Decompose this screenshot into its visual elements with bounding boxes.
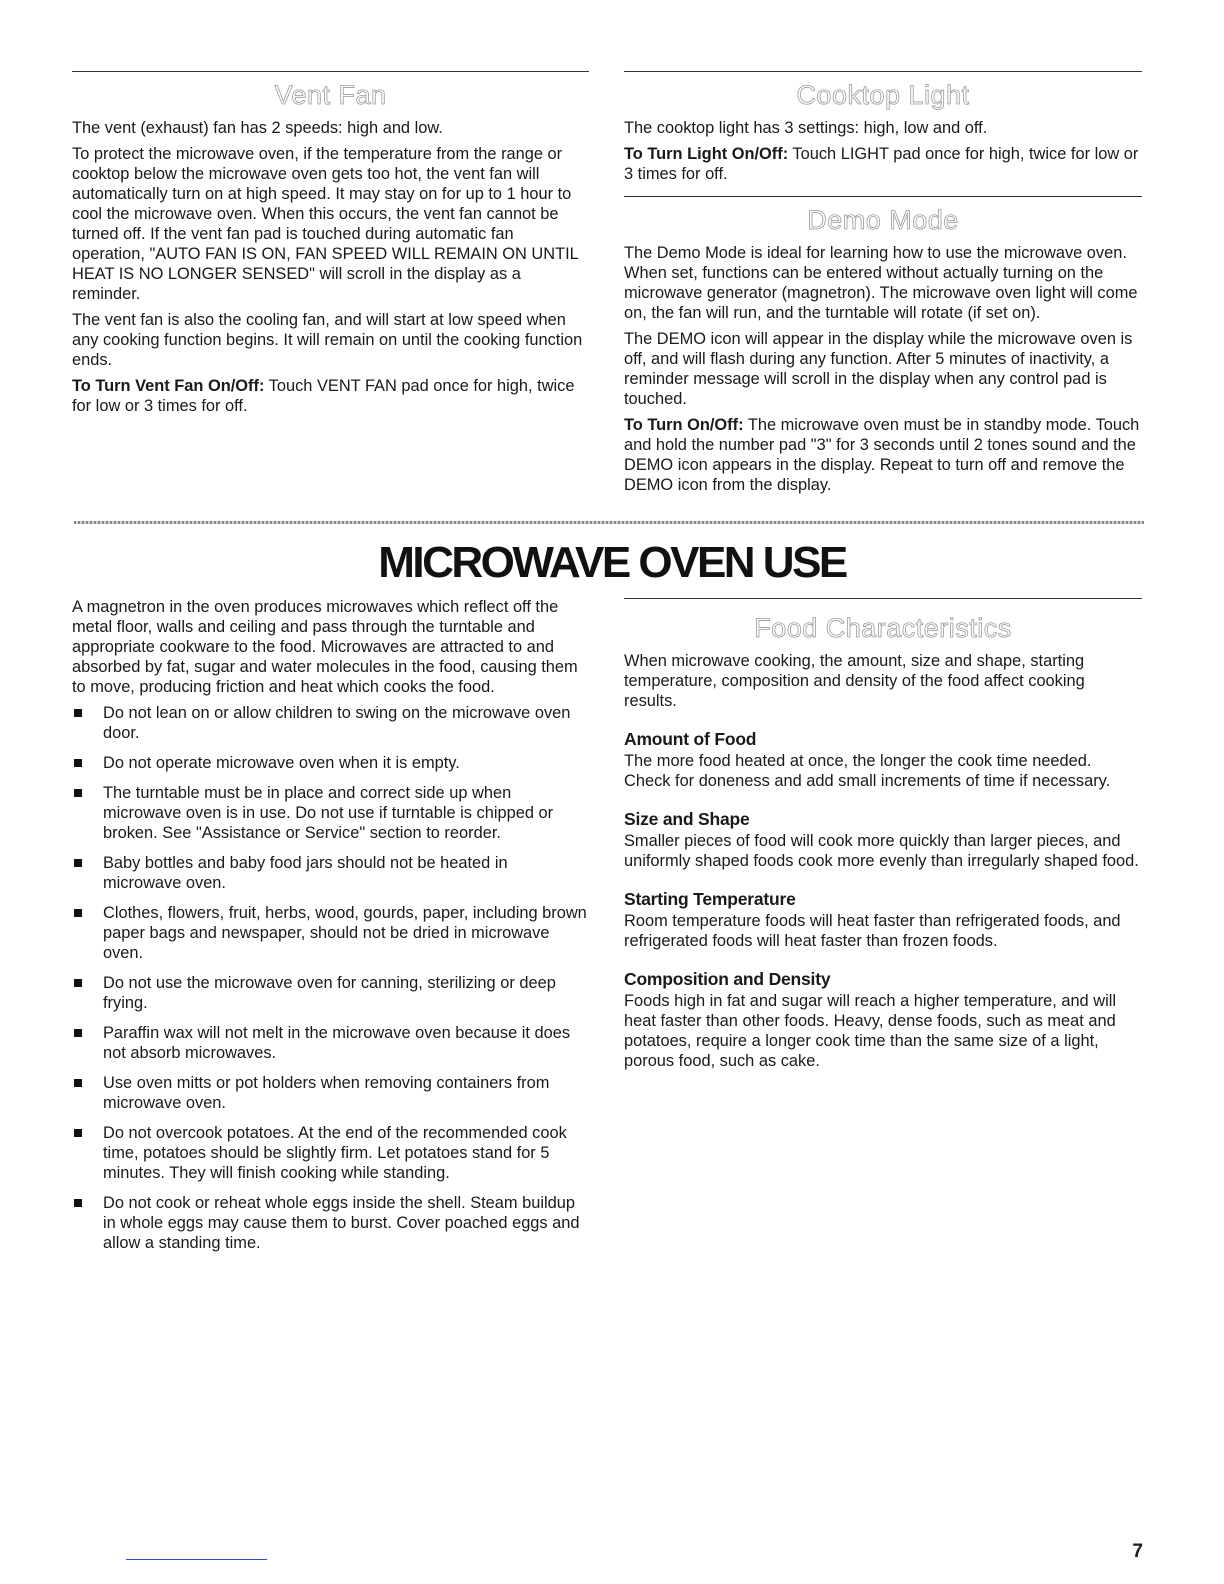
- bullet-item: Clothes, flowers, fruit, herbs, wood, gourds, paper, including brown paper bags and newspaper, should not be dried in microwave oven.: [72, 903, 589, 963]
- bullet-item: Do not use the microwave oven for canning, sterilizing or deep frying.: [72, 973, 589, 1013]
- demo-mode-section: [624, 196, 1142, 501]
- bullet-item: Do not operate microwave oven when it is empty.: [72, 753, 589, 773]
- food-characteristics-title: Food Characteristics: [754, 613, 1012, 643]
- intro-paragraph: A magnetron in the oven produces microwaves which reflect off the metal floor, walls and ceiling and pass through the turntable and appropriate cookware to the food. Microwaves are attracted to and absorbed by fat, sugar and water molecules in the food, causing them to move, producing friction and heat which cooks the food.: [72, 598, 578, 696]
- section-rule: [72, 71, 589, 72]
- demo-mode-instruction: [624, 415, 1142, 495]
- square-bullet-icon: [74, 1029, 82, 1037]
- bullet-item: Baby bottles and baby food jars should not be heated in microwave oven.: [72, 853, 589, 893]
- square-bullet-icon: [74, 1199, 82, 1207]
- vent-fan-paragraph: To protect the microwave oven, if the temperature from the range or cooktop below the microwave oven gets too hot, the vent fan will automatically turn on at high speed. It may stay on for up to 1 hour to cool the microwave oven. When this occurs, the vent fan cannot be turned off. If the vent fan pad is touched during automatic fan operation, "AUTO FAN IS ON, FAN SPEED WILL REMAIN ON UNTIL HEAT IS NO LONGER SENSED" will scroll in the display as a reminder.: [72, 145, 579, 303]
- starting-temperature-heading: Starting Temperature: [624, 889, 796, 909]
- page-title: MICROWAVE OVEN USE: [378, 538, 846, 587]
- instruction-text: The microwave oven must be in standby mode. Touch and hold the number pad "3" for 3 seconds until 2 tones sound and the DEMO icon appears in the display. Repeat to turn off and remove the DEMO icon from the display.: [624, 416, 1140, 494]
- demo-mode-title: Demo Mode: [807, 205, 959, 235]
- instruction-text: Touch LIGHT pad once for high, twice for low or 3 times for off.: [624, 145, 1139, 183]
- amount-of-food-heading: Amount of Food: [624, 729, 757, 749]
- cooktop-light-title: Cooktop Light: [796, 80, 970, 110]
- demo-mode-paragraph: The DEMO icon will appear in the display while the microwave oven is off, and will flash during any function. After 5 minutes of inactivity, a reminder message will scroll in the display when any control pad is touched.: [624, 330, 1133, 408]
- vent-fan-instruction: [72, 376, 589, 416]
- cooktop-light-paragraph: The cooktop light has 3 settings: high, low and off.: [624, 119, 988, 137]
- bullet-item: The turntable must be in place and correct side up when microwave oven is in use. Do not use if turntable is chipped or broken. See "Assistance or Service" section to reorder.: [72, 783, 589, 843]
- banner-divider: [74, 521, 1144, 524]
- size-and-shape-text: Smaller pieces of food will cook more quickly than larger pieces, and uniformly shaped foods cook more evenly than irregularly shaped food.: [624, 832, 1139, 870]
- square-bullet-icon: [74, 859, 82, 867]
- square-bullet-icon: [74, 789, 82, 797]
- vent-fan-section: [72, 71, 589, 422]
- instruction-label: To Turn Vent Fan On/Off:: [72, 377, 265, 395]
- bullet-item: Do not overcook potatoes. At the end of the recommended cook time, potatoes should be slightly firm. Let potatoes stand for 5 minutes. They will finish cooking while standing.: [72, 1123, 589, 1183]
- vent-fan-title: Vent Fan: [274, 80, 387, 110]
- instruction-label: To Turn Light On/Off:: [624, 145, 789, 163]
- vent-fan-paragraph: The vent (exhaust) fan has 2 speeds: high and low.: [72, 119, 443, 137]
- food-characteristics-section: [624, 598, 1142, 1077]
- square-bullet-icon: [74, 909, 82, 917]
- bullet-item: Do not cook or reheat whole eggs inside the shell. Steam buildup in whole eggs may cause them to burst. Cover poached eggs and allow a standing time.: [72, 1193, 589, 1253]
- food-intro-paragraph: When microwave cooking, the amount, size and shape, starting temperature, composition and density of the food affect cooking results.: [624, 652, 1085, 710]
- square-bullet-icon: [74, 1079, 82, 1087]
- starting-temperature-text: Room temperature foods will heat faster than refrigerated foods, and refrigerated foods will heat faster than frozen foods.: [624, 912, 1121, 950]
- microwave-use-section: [72, 597, 589, 1263]
- instruction-text: Touch VENT FAN pad once for high, twice for low or 3 times for off.: [72, 377, 575, 415]
- square-bullet-icon: [74, 759, 82, 767]
- demo-mode-paragraph: The Demo Mode is ideal for learning how to use the microwave oven. When set, functions can be entered without actually turning on the microwave generator (magnetron). The microwave oven light will come on, the fan will run, and the turntable will rotate (if set on).: [624, 244, 1138, 322]
- vent-fan-paragraph: The vent fan is also the cooling fan, and will start at low speed when any cooking function begins. It will remain on until the cooking function ends.: [72, 311, 583, 369]
- amount-of-food-text: The more food heated at once, the longer the cook time needed. Check for doneness and add small increments of time if necessary.: [624, 752, 1111, 790]
- bullet-item: Use oven mitts or pot holders when removing containers from microwave oven.: [72, 1073, 589, 1113]
- section-rule: [624, 598, 1142, 599]
- footer-line: [126, 1559, 267, 1560]
- page-number: 7: [1132, 1541, 1143, 1562]
- instruction-label: To Turn On/Off:: [624, 416, 744, 434]
- size-and-shape-heading: Size and Shape: [624, 809, 750, 829]
- square-bullet-icon: [74, 979, 82, 987]
- composition-density-text: Foods high in fat and sugar will reach a higher temperature, and will heat faster than other foods. Heavy, dense foods, such as meat and potatoes, require a longer cook time than the same size of a light, porous food, such as cake.: [624, 992, 1116, 1070]
- composition-density-heading: Composition and Density: [624, 969, 831, 989]
- bullet-item: Do not lean on or allow children to swing on the microwave oven door.: [72, 703, 589, 743]
- safety-bullet-list: [72, 703, 589, 1253]
- square-bullet-icon: [74, 1129, 82, 1137]
- section-rule: [624, 71, 1142, 72]
- bullet-item: Paraffin wax will not melt in the microwave oven because it does not absorb microwaves.: [72, 1023, 589, 1063]
- cooktop-light-section: [624, 71, 1142, 190]
- cooktop-light-instruction: [624, 144, 1142, 184]
- section-rule: [624, 196, 1142, 197]
- square-bullet-icon: [74, 709, 82, 717]
